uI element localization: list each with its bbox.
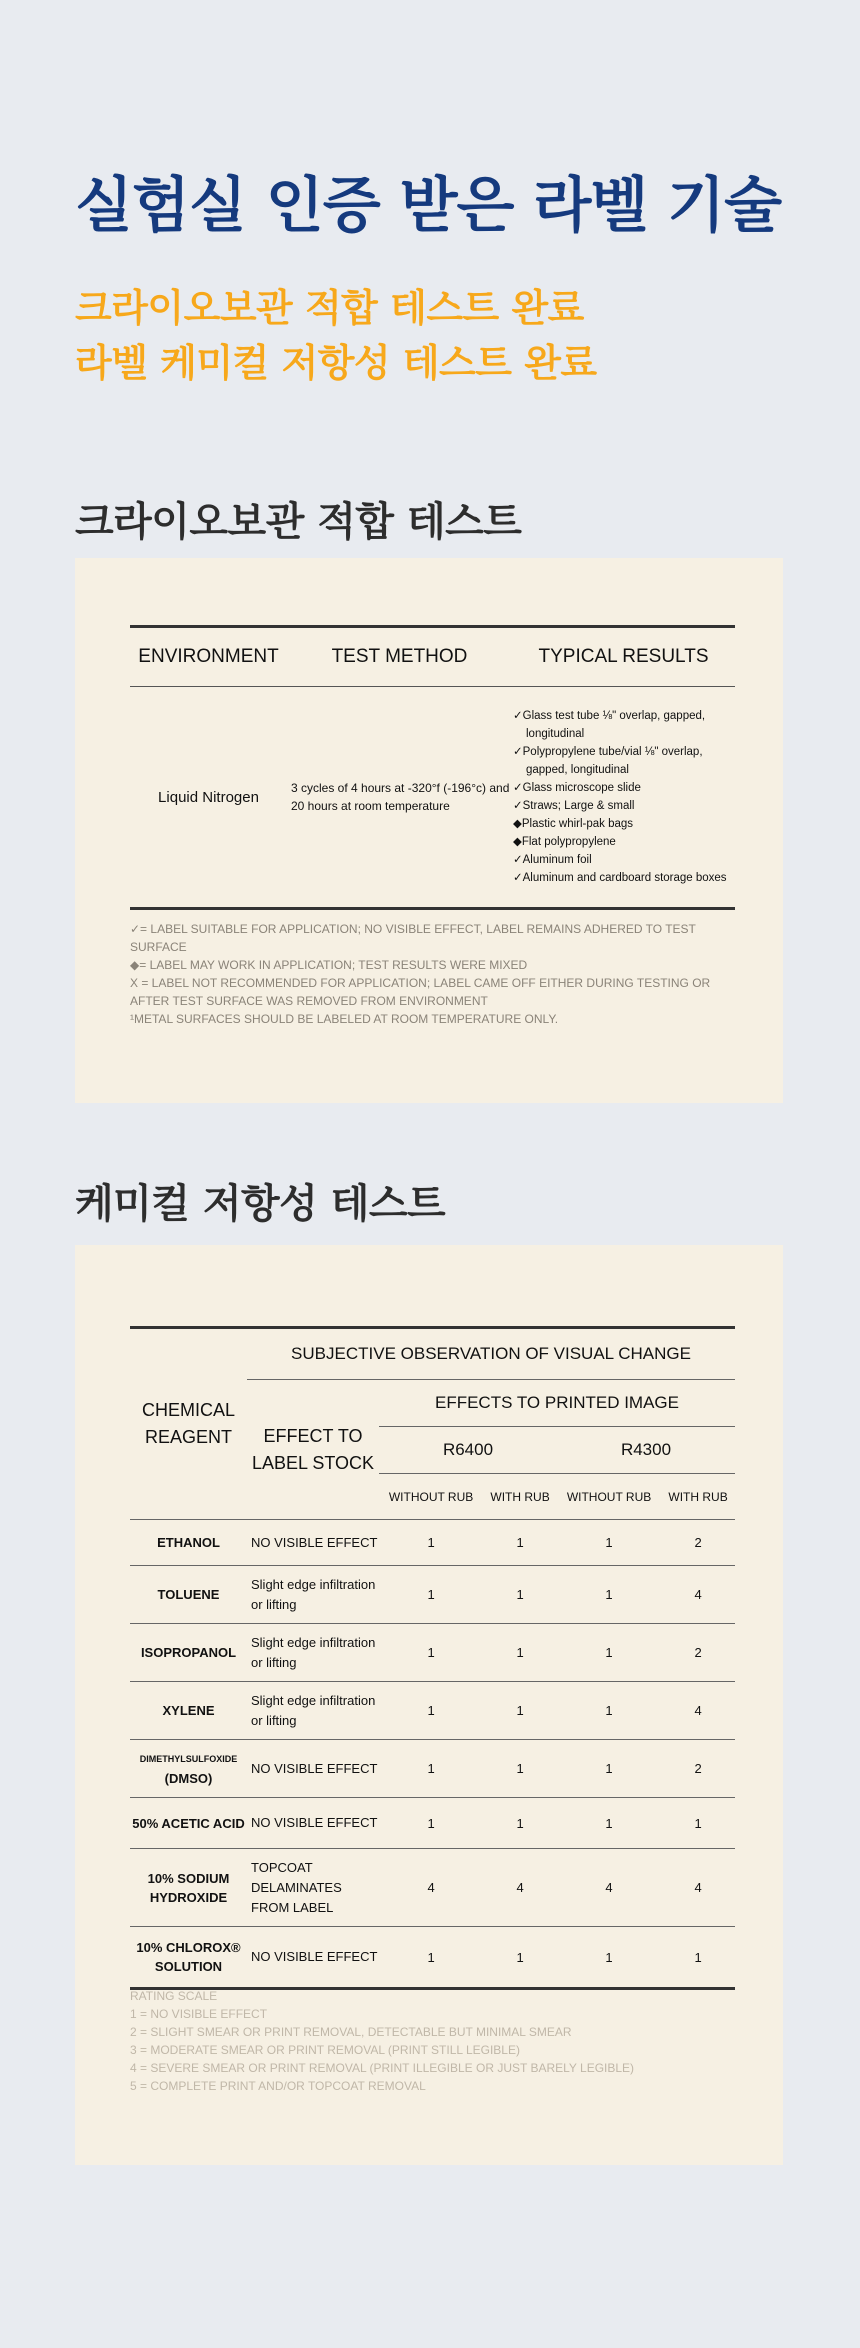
reagent-cell: TOLUENE xyxy=(130,1566,247,1624)
header-typical-results: TYPICAL RESULTS xyxy=(512,627,735,687)
value-cell: 1 xyxy=(379,1624,483,1682)
value-cell: 1 xyxy=(379,1566,483,1624)
table-row xyxy=(130,1520,735,1566)
list-item: ◆Plastic whirl-pak bags xyxy=(513,818,634,830)
value-cell: 1 xyxy=(661,1927,735,1989)
table-row xyxy=(130,1566,735,1624)
reagent-small-label: DIMETHYLSULFOXIDE xyxy=(139,1753,238,1764)
page-title: 실험실 인증 받은 라벨 기술 xyxy=(75,171,782,241)
scale-item: 5 = COMPLETE PRINT AND/OR TOPCOAT REMOVAL xyxy=(130,2079,426,2093)
value-cell: 4 xyxy=(661,1566,735,1624)
value-cell: 1 xyxy=(557,1927,661,1989)
scale-item: 1 = NO VISIBLE EFFECT xyxy=(130,2007,268,2021)
scale-item: RATING SCALE xyxy=(130,1989,218,2003)
subtitle-line-1: 크라이오보관 적합 테스트 완료 xyxy=(75,286,584,330)
header-with-rub: WITH RUB xyxy=(483,1474,557,1520)
effect-cell: TOPCOAT DELAMINATES FROM LABEL xyxy=(247,1849,379,1927)
chem-section-title: 케미컬 저항성 테스트 xyxy=(75,1181,446,1227)
reagent-cell: 10% SODIUM HYDROXIDE xyxy=(130,1849,247,1927)
header-without-rub: WITHOUT RUB xyxy=(379,1474,483,1520)
header-r6400: R6400 xyxy=(379,1427,557,1474)
list-item: ✓Glass microscope slide xyxy=(513,782,641,794)
reagent-cell: ISOPROPANOL xyxy=(130,1624,247,1682)
value-cell: 4 xyxy=(379,1849,483,1927)
scale-item: 4 = SEVERE SMEAR OR PRINT REMOVAL (PRINT ILLEGIBLE OR JUST BARELY LEGIBLE) xyxy=(130,2061,635,2075)
value-cell: 1 xyxy=(483,1740,557,1798)
table-row xyxy=(130,1682,735,1740)
value-cell: 1 xyxy=(483,1682,557,1740)
value-cell: 2 xyxy=(661,1520,735,1566)
value-cell: 1 xyxy=(557,1624,661,1682)
value-cell: 1 xyxy=(379,1927,483,1989)
note-item: ¹METAL SURFACES SHOULD BE LABELED AT ROOM TEMPERATURE ONLY. xyxy=(130,1012,559,1026)
chem-table xyxy=(130,1326,735,1990)
header-test-method: TEST METHOD xyxy=(287,627,512,687)
table-row xyxy=(130,1927,735,1989)
rating-scale xyxy=(130,1987,735,2095)
subtitle-line-2: 라벨 케미컬 저항성 테스트 완료 xyxy=(75,341,597,385)
value-cell: 1 xyxy=(557,1520,661,1566)
value-cell: 1 xyxy=(483,1624,557,1682)
cryo-table xyxy=(130,625,735,910)
effect-cell: NO VISIBLE EFFECT xyxy=(247,1740,379,1798)
value-cell: 1 xyxy=(557,1566,661,1624)
value-cell: 1 xyxy=(379,1798,483,1849)
value-cell: 1 xyxy=(483,1927,557,1989)
value-cell: 2 xyxy=(661,1624,735,1682)
method-cell: 3 cycles of 4 hours at -320°f (-196°c) and 20 hours at room temperature xyxy=(287,687,512,909)
cryo-section-title: 크라이오보관 적합 테스트 xyxy=(75,499,522,545)
effect-cell: Slight edge infiltration or lifting xyxy=(247,1682,379,1740)
header-effects-image: EFFECTS TO PRINTED IMAGE xyxy=(379,1380,735,1427)
table-row xyxy=(130,687,735,909)
effect-cell: NO VISIBLE EFFECT xyxy=(247,1798,379,1849)
environment-cell: Liquid Nitrogen xyxy=(130,687,287,909)
value-cell: 1 xyxy=(483,1798,557,1849)
value-cell: 4 xyxy=(661,1682,735,1740)
reagent-label: (DMSO) xyxy=(164,1770,213,1786)
note-item: ◆= LABEL MAY WORK IN APPLICATION; TEST RESULTS WERE MIXED xyxy=(130,958,528,972)
list-item: ◆Flat polypropylene xyxy=(513,836,616,848)
value-cell: 1 xyxy=(557,1798,661,1849)
reagent-cell: 10% CHLOROX® SOLUTION xyxy=(130,1927,247,1989)
list-item: ✓Glass test tube ⅛" overlap, gapped, longitudinal xyxy=(513,710,706,740)
scale-item: 3 = MODERATE SMEAR OR PRINT REMOVAL (PRINT STILL LEGIBLE) xyxy=(130,2043,520,2057)
reagent-cell xyxy=(130,1740,247,1798)
value-cell: 1 xyxy=(483,1520,557,1566)
header-environment: ENVIRONMENT xyxy=(130,627,287,687)
header-effect-stock: EFFECT TO LABEL STOCK xyxy=(247,1380,379,1520)
list-item: ✓Polypropylene tube/vial ⅛" overlap, gapped, longitudinal xyxy=(513,746,703,776)
value-cell: 1 xyxy=(557,1740,661,1798)
table-row xyxy=(130,1849,735,1927)
reagent-cell: XYLENE xyxy=(130,1682,247,1740)
list-item: ✓Straws; Large & small xyxy=(513,800,635,812)
value-cell: 1 xyxy=(661,1798,735,1849)
cryo-panel xyxy=(75,558,783,1103)
effect-cell: Slight edge infiltration or lifting xyxy=(247,1624,379,1682)
note-item: ✓= LABEL SUITABLE FOR APPLICATION; NO VISIBLE EFFECT, LABEL REMAINS ADHERED TO TEST SURFACE xyxy=(130,922,696,954)
header-r4300: R4300 xyxy=(557,1427,735,1474)
value-cell: 1 xyxy=(379,1520,483,1566)
scale-item: 2 = SLIGHT SMEAR OR PRINT REMOVAL, DETECTABLE BUT MINIMAL SMEAR xyxy=(130,2025,572,2039)
results-list xyxy=(513,707,734,887)
effect-cell: Slight edge infiltration or lifting xyxy=(247,1566,379,1624)
table-row xyxy=(130,1624,735,1682)
table-row xyxy=(130,1798,735,1849)
effect-cell: NO VISIBLE EFFECT xyxy=(247,1520,379,1566)
list-item: ✓Aluminum foil xyxy=(513,854,592,866)
header-chemical-reagent: CHEMICAL REAGENT xyxy=(130,1328,247,1520)
table-row xyxy=(130,1740,735,1798)
note-item: X = LABEL NOT RECOMMENDED FOR APPLICATION; LABEL CAME OFF EITHER DURING TESTING OR AFTER TEST SURFACE WAS REMOVED FROM ENVIRONMENT xyxy=(130,976,711,1008)
header-without-rub: WITHOUT RUB xyxy=(557,1474,661,1520)
value-cell: 2 xyxy=(661,1740,735,1798)
value-cell: 4 xyxy=(557,1849,661,1927)
value-cell: 1 xyxy=(557,1682,661,1740)
results-cell xyxy=(512,687,735,909)
reagent-cell: ETHANOL xyxy=(130,1520,247,1566)
value-cell: 1 xyxy=(379,1682,483,1740)
chem-panel xyxy=(75,1245,783,2165)
value-cell: 4 xyxy=(483,1849,557,1927)
value-cell: 4 xyxy=(661,1849,735,1927)
reagent-cell: 50% ACETIC ACID xyxy=(130,1798,247,1849)
legend-notes xyxy=(130,920,735,1028)
header-with-rub: WITH RUB xyxy=(661,1474,735,1520)
value-cell: 1 xyxy=(379,1740,483,1798)
header-subjective: SUBJECTIVE OBSERVATION OF VISUAL CHANGE xyxy=(247,1328,735,1380)
effect-cell: NO VISIBLE EFFECT xyxy=(247,1927,379,1989)
list-item: ✓Aluminum and cardboard storage boxes xyxy=(513,872,727,884)
value-cell: 1 xyxy=(483,1566,557,1624)
